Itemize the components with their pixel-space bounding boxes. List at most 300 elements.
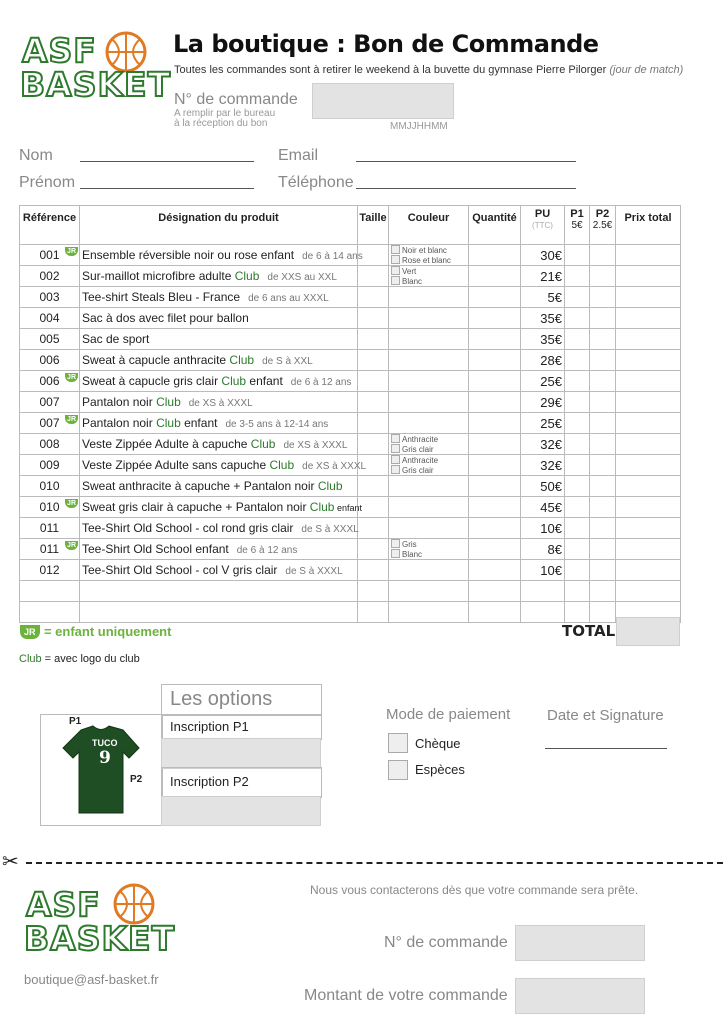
color-option[interactable] [391,434,466,444]
row-couleur-cell [389,476,469,497]
row-reference-text: 002 [39,269,60,283]
row-designation [80,266,358,287]
row-prix-total-cell[interactable] [616,560,681,581]
table-row [20,392,681,413]
product-name: Tee-Shirt Old School - col rond gris clair [82,521,294,535]
row-quantite-cell[interactable] [469,539,521,560]
table-row [20,329,681,350]
row-p2-cell[interactable] [590,560,616,581]
color-label: Anthracite [402,435,439,444]
table-row [20,266,681,287]
table-row [20,371,681,392]
row-taille-cell[interactable] [358,287,389,308]
jr-badge-icon: JR [67,374,76,381]
inscription-p2-label: Inscription P2 [170,774,249,789]
row-couleur-cell[interactable] [389,455,469,476]
color-checkbox[interactable] [391,444,400,453]
row-taille-cell[interactable] [358,476,389,497]
order-number-field[interactable] [312,83,454,119]
header-p2 [590,206,616,245]
empty-cell[interactable] [616,581,681,602]
table-row [20,560,681,581]
row-reference-text: 011 [39,542,60,556]
logo-basket-text: BASKET [20,65,172,104]
prenom-field[interactable] [80,188,254,189]
row-reference [20,245,80,266]
page-title: La boutique : Bon de Commande [173,30,599,58]
row-p1-cell[interactable] [565,329,590,350]
row-p2-cell[interactable] [590,455,616,476]
row-reference [20,329,80,350]
row-couleur-cell [389,497,469,518]
nom-label: Nom [19,147,53,164]
color-option[interactable] [391,539,466,549]
row-pu: 45€ [521,497,565,518]
row-reference-text: 003 [39,290,60,304]
row-designation [80,245,363,266]
row-pu: 10€ [521,518,565,539]
table-row [20,245,681,266]
color-checkbox[interactable] [391,549,400,558]
row-couleur-cell[interactable] [389,539,469,560]
color-option[interactable] [391,255,466,265]
row-reference [20,287,80,308]
nom-field[interactable] [80,161,254,162]
row-pu: 8€ [521,539,565,560]
row-reference-text: 008 [39,437,60,451]
row-p2-cell[interactable] [590,392,616,413]
row-quantite-cell[interactable] [469,266,521,287]
row-prix-total-cell[interactable] [616,518,681,539]
size-range: de S à XXXL [285,566,343,577]
row-p1-cell[interactable] [565,434,590,455]
row-taille-cell[interactable] [358,413,389,434]
order-number-label: N° de commande [174,91,298,108]
club-tag: Club [250,437,276,451]
club-tag: Club [269,458,295,472]
logo-asf-text: ASF [22,31,97,70]
color-label: Gris clair [402,445,434,454]
total-field[interactable] [616,617,680,646]
row-reference-text: 007 [39,416,60,430]
row-reference [20,413,80,434]
row-p1-cell[interactable] [565,560,590,581]
row-p1-cell[interactable] [565,518,590,539]
row-p1-cell[interactable] [565,497,590,518]
jr-badge-icon: JR [67,416,76,423]
row-designation [80,455,367,476]
color-label: Blanc [402,277,423,286]
row-reference-text: 012 [39,563,60,577]
jr-legend-text: = enfant uniquement [43,624,172,639]
row-p2-cell[interactable] [590,329,616,350]
row-reference [20,539,80,560]
header-designation: Désignation du produit [80,206,358,245]
row-prix-total-cell[interactable] [616,329,681,350]
row-taille-cell[interactable] [358,560,389,581]
email-label: Email [278,147,319,164]
size-range: de XXS au XXL [267,272,337,283]
product-name: Sweat à capucle anthracite [82,353,230,367]
row-reference [20,392,80,413]
header-p1-sub: 5€ [571,220,583,231]
row-prix-total-cell[interactable] [616,371,681,392]
product-name: Ensemble réversible noir ou rose enfant [82,248,295,262]
row-reference-text: 010 [39,479,60,493]
row-p1-cell[interactable] [565,476,590,497]
header-reference: Référence [20,206,80,245]
row-quantite-cell[interactable] [469,497,521,518]
jr-badge-icon: JR [67,542,76,549]
table-row [20,413,681,434]
color-label: Gris [402,540,417,549]
row-quantite-cell[interactable] [469,518,521,539]
subtitle-text: Toutes les commandes sont à retirer le weekend à la buvette du gymnase Pierre Pilorger [174,64,607,76]
product-suffix: enfant [180,416,218,430]
table-row-empty [20,602,681,623]
row-quantite-cell[interactable] [469,560,521,581]
inscription-p1-field[interactable] [161,738,321,769]
color-option[interactable] [391,245,466,255]
color-option[interactable] [391,455,466,465]
row-couleur-cell[interactable] [389,245,469,266]
row-designation [80,518,358,539]
row-designation [80,539,358,560]
row-pu: 32€ [521,455,565,476]
empty-cell [20,581,80,602]
row-taille-cell[interactable] [358,350,389,371]
shirt-name: TUCO [92,738,118,748]
color-checkbox[interactable] [391,465,400,474]
coupon-logo [24,882,176,958]
product-name: Tee-Shirt Old School - col V gris clair [82,563,278,577]
row-prix-total-cell[interactable] [616,455,681,476]
color-label: Noir et blanc [402,246,447,255]
row-taille-cell[interactable] [358,497,389,518]
row-reference [20,350,80,371]
row-prix-total-cell[interactable] [616,539,681,560]
options-title: Les options [170,688,273,710]
size-range: de 6 ans au XXXL [248,293,329,304]
club-legend-word: Club [19,653,42,665]
tshirt-icon [41,715,162,825]
color-option[interactable] [391,444,466,454]
header-p1 [565,206,590,245]
table-row [20,434,681,455]
row-p2-cell[interactable] [590,287,616,308]
row-couleur-cell[interactable] [389,434,469,455]
size-range: de 6 à 12 ans [290,377,352,388]
row-p2-cell[interactable] [590,308,616,329]
row-pu: 21€ [521,266,565,287]
row-quantite-cell[interactable] [469,308,521,329]
coupon-order-number-field[interactable] [515,925,645,961]
row-taille-cell[interactable] [358,266,389,287]
row-p1-cell[interactable] [565,245,590,266]
color-label: Anthracite [402,456,439,465]
telephone-field[interactable] [356,188,576,189]
row-reference [20,560,80,581]
row-p1-cell[interactable] [565,392,590,413]
row-p1-cell[interactable] [565,455,590,476]
row-p2-cell[interactable] [590,245,616,266]
row-taille-cell[interactable] [358,539,389,560]
row-p2-cell[interactable] [590,371,616,392]
color-checkbox[interactable] [391,266,400,275]
row-taille-cell[interactable] [358,308,389,329]
total-label: TOTAL [562,622,616,640]
empty-cell[interactable] [565,602,590,623]
p2-tag: P2 [130,774,143,785]
row-pu: 25€ [521,371,565,392]
cut-line [26,862,723,864]
row-quantite-cell[interactable] [469,434,521,455]
product-name: Tee-shirt Steals Bleu - France [82,290,241,304]
row-reference [20,497,80,518]
row-pu: 5€ [521,287,565,308]
email-field[interactable] [356,161,576,162]
row-prix-total-cell[interactable] [616,497,681,518]
header-couleur: Couleur [389,206,469,245]
row-prix-total-cell[interactable] [616,350,681,371]
row-reference-text: 010 [39,500,60,514]
empty-cell[interactable] [358,581,389,602]
row-prix-total-cell[interactable] [616,476,681,497]
row-p1-cell[interactable] [565,539,590,560]
row-pu: 35€ [521,329,565,350]
row-designation [80,497,363,518]
color-option[interactable] [391,549,466,559]
cheque-checkbox[interactable] [388,733,408,753]
row-taille-cell[interactable] [358,392,389,413]
row-pu: 30€ [521,245,565,266]
scissors-icon: ✂ [2,851,19,873]
color-checkbox[interactable] [391,455,400,464]
row-quantite-cell[interactable] [469,329,521,350]
row-p2-cell[interactable] [590,518,616,539]
row-reference [20,476,80,497]
coupon-amount-label: Montant de votre commande [304,987,508,1004]
product-name: Tee-Shirt Old School enfant [82,542,229,556]
row-p1-cell[interactable] [565,371,590,392]
color-checkbox[interactable] [391,245,400,254]
row-quantite-cell[interactable] [469,413,521,434]
row-p1-cell[interactable] [565,287,590,308]
row-prix-total-cell[interactable] [616,434,681,455]
empty-cell[interactable] [590,602,616,623]
row-reference [20,434,80,455]
table-row [20,287,681,308]
page-subtitle [174,64,683,76]
color-label: Vert [402,267,417,276]
header-prix-total: Prix total [616,206,681,245]
order-number-note-2: à la réception du bon [174,118,268,129]
p1-tag: P1 [69,716,82,727]
row-designation [80,308,358,329]
row-taille-cell[interactable] [358,518,389,539]
empty-cell[interactable] [469,602,521,623]
row-prix-total-cell[interactable] [616,287,681,308]
coupon-amount-field[interactable] [515,978,645,1014]
row-prix-total-cell[interactable] [616,413,681,434]
row-quantite-cell[interactable] [469,371,521,392]
row-quantite-cell[interactable] [469,245,521,266]
club-tag: Club [156,416,181,430]
row-designation [80,476,358,497]
signature-field[interactable] [545,748,667,749]
especes-label: Espèces [415,762,465,777]
row-prix-total-cell[interactable] [616,308,681,329]
empty-cell[interactable] [389,602,469,623]
payment-title: Mode de paiement [386,706,511,723]
inscription-p2-field[interactable] [161,796,321,826]
row-p2-cell[interactable] [590,266,616,287]
product-name: Sweat à capucle gris clair [82,374,222,388]
row-reference [20,266,80,287]
color-option[interactable] [391,465,466,475]
row-p1-cell[interactable] [565,308,590,329]
row-quantite-cell[interactable] [469,476,521,497]
row-p1-cell[interactable] [565,350,590,371]
row-prix-total-cell[interactable] [616,266,681,287]
table-header-row [20,206,681,245]
product-name: Veste Zippée Adulte à capuche [82,437,251,451]
club-legend-text: = avec logo du club [41,653,140,665]
row-quantite-cell[interactable] [469,392,521,413]
table-row [20,350,681,371]
row-designation [80,329,358,350]
size-range: de XS à XXXL [283,440,348,451]
row-taille-cell[interactable] [358,329,389,350]
row-couleur-cell [389,371,469,392]
prenom-label: Prénom [19,174,76,191]
row-prix-total-cell[interactable] [616,392,681,413]
empty-cell[interactable] [521,602,565,623]
color-checkbox[interactable] [391,276,400,285]
row-reference [20,518,80,539]
row-taille-cell[interactable] [358,371,389,392]
row-couleur-cell[interactable] [389,266,469,287]
color-label: Rose et blanc [402,256,451,265]
row-couleur-cell [389,308,469,329]
cheque-label: Chèque [415,736,461,751]
row-reference-text: 006 [39,374,60,388]
jr-legend [20,623,171,641]
table-row [20,518,681,539]
row-pu: 35€ [521,308,565,329]
signature-title: Date et Signature [547,707,664,724]
row-p2-cell[interactable] [590,350,616,371]
row-designation [80,560,358,581]
row-designation [80,371,358,392]
coupon-logo-asf-text: ASF [26,885,101,924]
size-range: de XS à XXXL [302,461,367,472]
order-table [19,205,681,623]
header-p2-sub: 2.5€ [592,220,613,231]
row-p1-cell[interactable] [565,266,590,287]
club-tag: Club [229,353,255,367]
table-row [20,497,681,518]
row-p2-cell[interactable] [590,434,616,455]
row-couleur-cell [389,350,469,371]
row-taille-cell[interactable] [358,434,389,455]
coupon-email: boutique@asf-basket.fr [24,972,159,987]
order-rows [20,245,681,623]
empty-cell[interactable] [358,602,389,623]
table-row [20,455,681,476]
row-couleur-cell [389,518,469,539]
row-pu: 50€ [521,476,565,497]
size-range: de S à XXXL [301,524,359,535]
product-suffix: enfant [334,503,363,513]
header-taille: Taille [358,206,389,245]
row-pu: 32€ [521,434,565,455]
inscription-p1-label: Inscription P1 [170,719,249,734]
header-pu-label: PU [534,208,551,220]
coupon-order-number-label: N° de commande [384,934,508,951]
row-prix-total-cell[interactable] [616,245,681,266]
empty-cell[interactable] [565,581,590,602]
color-checkbox[interactable] [391,255,400,264]
row-reference [20,455,80,476]
row-couleur-cell [389,560,469,581]
especes-checkbox[interactable] [388,760,408,780]
row-pu: 29€ [521,392,565,413]
row-reference-text: 011 [39,521,60,535]
empty-cell[interactable] [590,581,616,602]
row-reference [20,371,80,392]
shirt-number: 9 [99,748,111,768]
row-p1-cell[interactable] [565,413,590,434]
product-name: Veste Zippée Adulte sans capuche [82,458,270,472]
row-p2-cell[interactable] [590,539,616,560]
empty-cell[interactable] [389,581,469,602]
color-option[interactable] [391,266,466,276]
row-pu: 28€ [521,350,565,371]
empty-cell[interactable] [521,581,565,602]
order-number-note-1: A remplir par le bureau [174,108,276,119]
row-reference-text: 007 [39,395,60,409]
row-p2-cell[interactable] [590,413,616,434]
empty-cell[interactable] [469,581,521,602]
color-checkbox[interactable] [391,434,400,443]
row-p2-cell[interactable] [590,476,616,497]
club-legend [19,653,140,665]
club-tag: Club [156,395,181,409]
logo [20,30,172,105]
club-tag: Club [221,374,247,388]
row-reference [20,308,80,329]
jr-badge-icon: JR [67,248,76,255]
product-name: Sur-maillot microfibre adulte [82,269,235,283]
product-name: Sweat gris clair à capuche + Pantalon noir [82,500,310,514]
product-suffix: enfant [246,374,283,388]
color-checkbox[interactable] [391,539,400,548]
size-range: de 3-5 ans à 12-14 ans [225,419,329,430]
product-name: Sweat anthracite à capuche + Pantalon noir [82,479,318,493]
subtitle-note: (jour de match) [609,64,684,76]
row-quantite-cell[interactable] [469,455,521,476]
row-designation [80,413,358,434]
club-tag: Club [309,500,335,514]
row-designation [80,350,358,371]
row-p2-cell[interactable] [590,497,616,518]
row-designation [80,287,358,308]
row-quantite-cell[interactable] [469,287,521,308]
header-p1-label: P1 [570,208,584,220]
row-quantite-cell[interactable] [469,350,521,371]
color-option[interactable] [391,276,466,286]
